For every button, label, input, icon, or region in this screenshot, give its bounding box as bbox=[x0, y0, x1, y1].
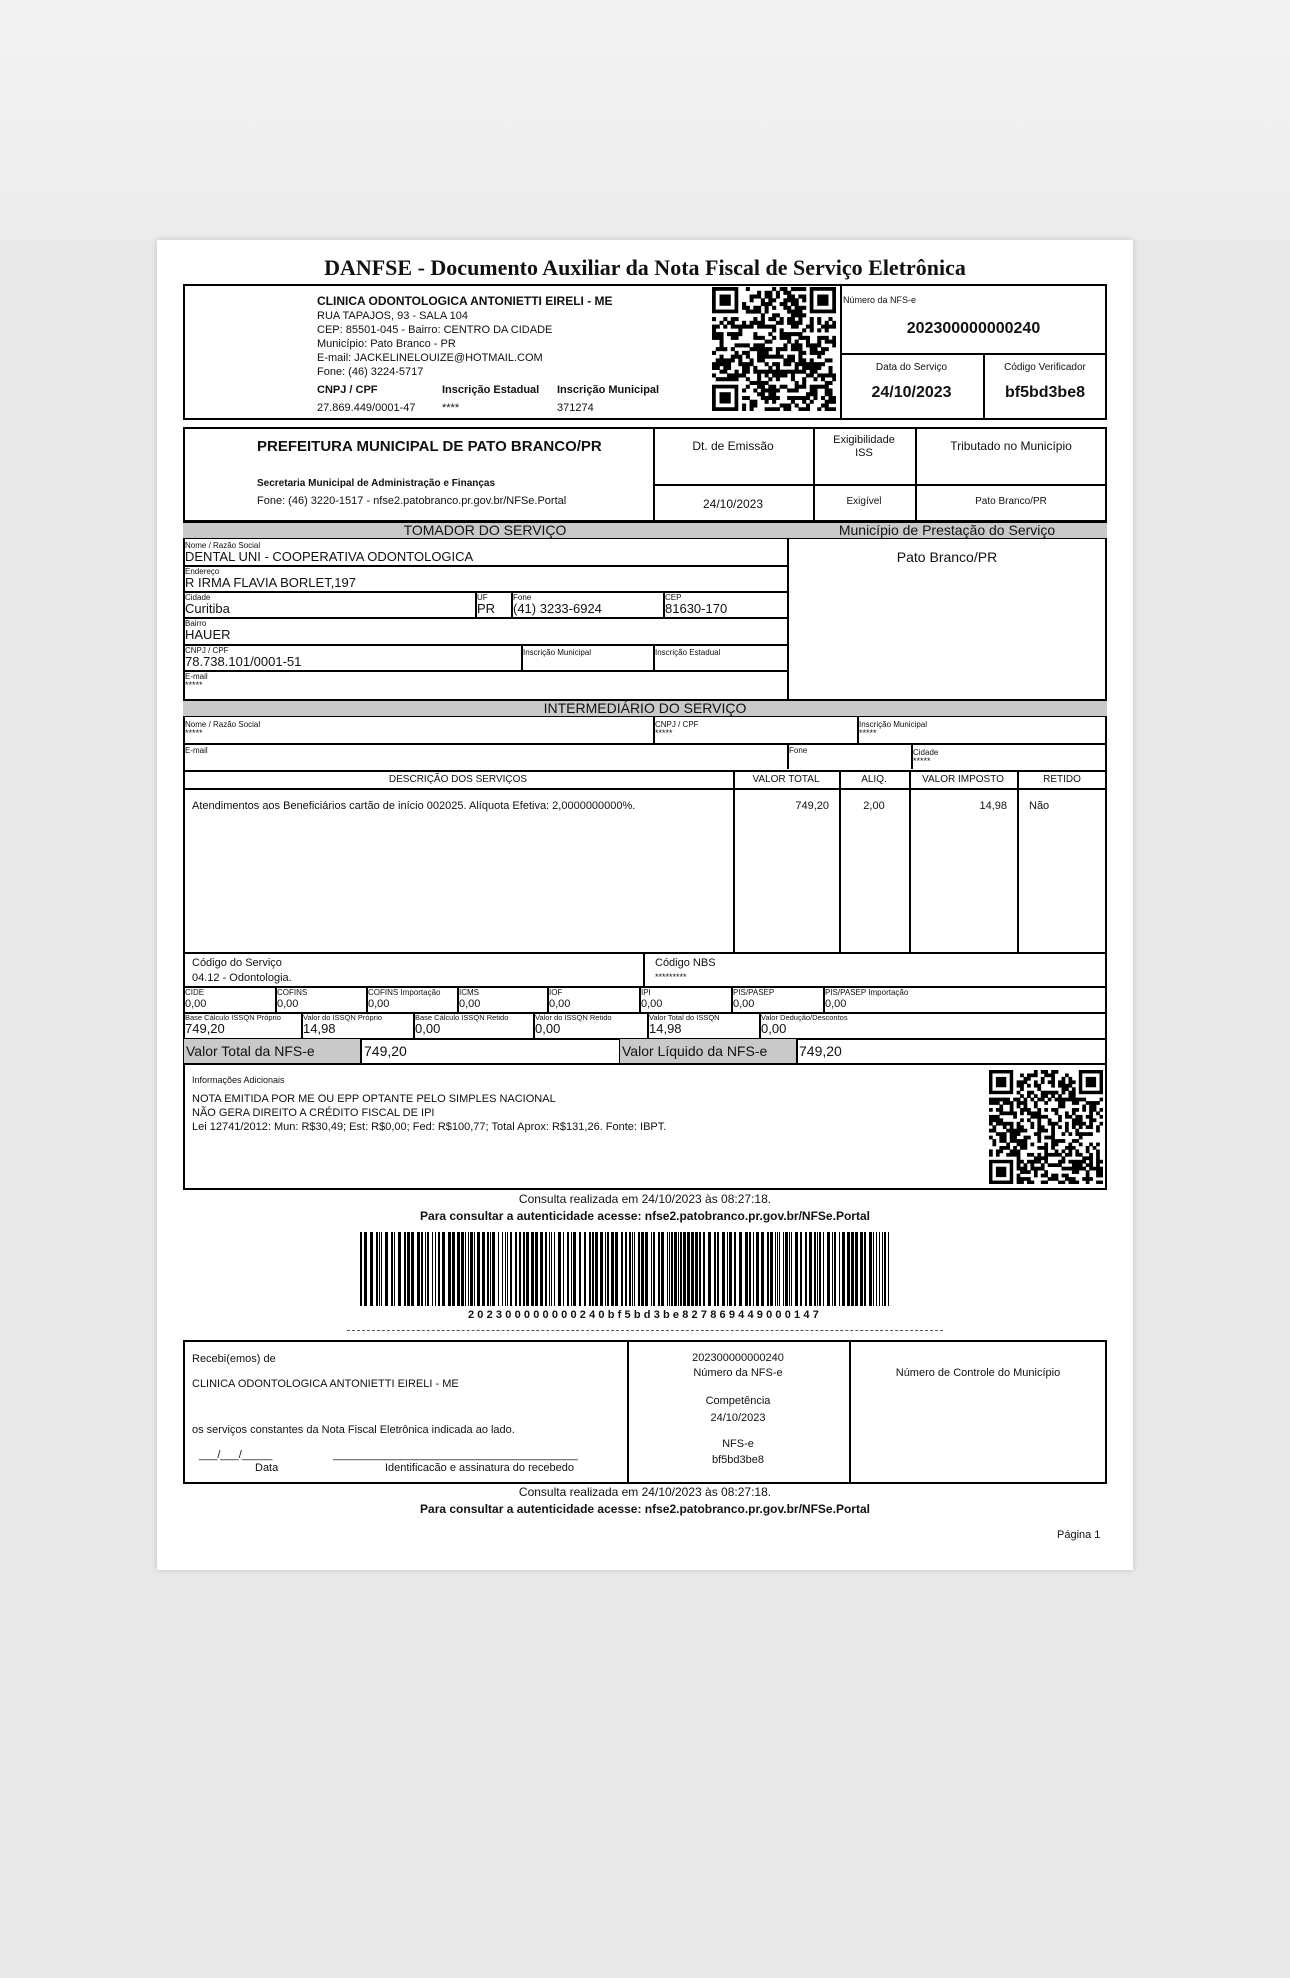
recibo-empresa: CLINICA ODONTOLOGICA ANTONIETTI EIRELI - ME bbox=[192, 1378, 459, 1390]
codigo-verificador: bf5bd3be8 bbox=[1004, 384, 1085, 401]
emitente-cnpj-label: CNPJ / CPF bbox=[317, 384, 378, 396]
intermediario-cnpj: ***** bbox=[655, 728, 673, 738]
tributo-value: 0,00 bbox=[368, 998, 390, 1010]
tributo-label: IPI bbox=[641, 988, 651, 997]
issqn-label: Valor do ISSQN Próprio bbox=[303, 1013, 383, 1022]
servico-valor-imposto: 14,98 bbox=[979, 800, 1007, 812]
prefeitura-nome: PREFEITURA MUNICIPAL DE PATO BRANCO/PR bbox=[257, 438, 602, 455]
recibo-nfse-label: NFS-e bbox=[722, 1438, 754, 1450]
tomador-cep: 81630-170 bbox=[665, 601, 728, 616]
valor-total: 749,20 bbox=[364, 1043, 407, 1059]
codigo-nbs-label: Código NBS bbox=[655, 957, 716, 969]
qr-code-bottom bbox=[989, 1070, 1103, 1184]
tributo-value: 0,00 bbox=[733, 998, 755, 1010]
header-valor-imposto: VALOR IMPOSTO bbox=[922, 774, 1004, 785]
recibo-numero-label: Número da NFS-e bbox=[693, 1367, 783, 1379]
recibo-competencia: 24/10/2023 bbox=[710, 1412, 766, 1424]
tributado-label: Tributado no Município bbox=[950, 439, 1072, 453]
recibo-numero: 202300000000240 bbox=[692, 1352, 784, 1364]
emitente-nome: CLINICA ODONTOLOGICA ANTONIETTI EIRELI - ME bbox=[317, 294, 613, 308]
intermediario-cidade-label: Cidade bbox=[913, 748, 939, 757]
emitente-cep-bairro: CEP: 85501-045 - Bairro: CENTRO DA CIDADE bbox=[317, 324, 553, 336]
tributo-value: 0,00 bbox=[459, 998, 481, 1010]
qr-code-pattern bbox=[989, 1070, 1103, 1184]
dt-emissao-label: Dt. de Emissão bbox=[692, 439, 774, 453]
tomador-email: ***** bbox=[185, 680, 203, 690]
emitente-cnpj: 27.869.449/0001-47 bbox=[317, 402, 416, 414]
recibo-codigo: bf5bd3be8 bbox=[712, 1454, 764, 1466]
recibo-assinatura-line: ________________________________________ bbox=[333, 1449, 578, 1461]
tomador-header: TOMADOR DO SERVIÇO bbox=[403, 522, 567, 538]
info-label: Informações Adicionais bbox=[192, 1075, 285, 1085]
header-descricao: DESCRIÇÃO DOS SERVIÇOS bbox=[388, 774, 528, 785]
prefeitura-contato: Fone: (46) 3220-1517 - nfse2.patobranco.pr.gov.br/NFSe.Portal bbox=[257, 495, 567, 507]
tributado: Pato Branco/PR bbox=[975, 496, 1047, 507]
cut-line bbox=[347, 1330, 943, 1331]
nfse-numero-label: Número da NFS-e bbox=[843, 295, 917, 305]
tomador-im-label: Inscrição Municipal bbox=[523, 648, 592, 657]
data-servico-label: Data do Serviço bbox=[875, 362, 948, 373]
tributo-label: PIS/PASEP bbox=[733, 988, 775, 997]
servico-aliq: 2,00 bbox=[863, 800, 885, 812]
tomador-cidade: Curitiba bbox=[185, 601, 230, 616]
issqn-value: 14,98 bbox=[649, 1021, 682, 1036]
info-linha3: Lei 12741/2012: Mun: R$30,49; Est: R$0,00; Fed: R$100,77; Total Aprox: R$131,26. Fonte: IBPT. bbox=[192, 1121, 667, 1133]
issqn-value: 0,00 bbox=[535, 1021, 561, 1036]
barcode bbox=[360, 1232, 890, 1306]
exigibilidade: Exigível bbox=[846, 496, 882, 507]
issqn-label: Base Cálculo ISSQN Próprio bbox=[185, 1013, 281, 1022]
tomador-fone: (41) 3233-6924 bbox=[513, 601, 602, 616]
municipio-prestacao: Pato Branco/PR bbox=[896, 549, 998, 565]
recibo-assinatura-label: Identificacão e assinatura do recebedo bbox=[385, 1462, 574, 1474]
intermediario-nome: ***** bbox=[185, 728, 203, 738]
tributo-value: 0,00 bbox=[641, 998, 663, 1010]
tomador-uf-label: UF bbox=[477, 593, 488, 602]
tributo-value: 0,00 bbox=[549, 998, 571, 1010]
tomador-bairro: HAUER bbox=[185, 627, 231, 642]
issqn-value: 0,00 bbox=[415, 1021, 441, 1036]
emitente-fone: Fone: (46) 3224-5717 bbox=[317, 366, 424, 378]
intermediario-email-label: E-mail bbox=[185, 746, 208, 755]
intermediario-im-label: Inscrição Municipal bbox=[859, 720, 928, 729]
intermediario-cnpj-label: CNPJ / CPF bbox=[655, 720, 699, 729]
emitente-ie-label: Inscrição Estadual bbox=[442, 384, 540, 396]
consulta-acesse-2: Para consultar a autenticidade acesse: nfse2.patobranco.pr.gov.br/NFSe.Portal bbox=[420, 1502, 870, 1516]
municipio-prestacao-header: Município de Prestação do Serviço bbox=[838, 522, 1056, 538]
emitente-im: 371274 bbox=[557, 402, 594, 414]
qr-code-top bbox=[712, 287, 836, 411]
info-linha1: NOTA EMITIDA POR ME OU EPP OPTANTE PELO SIMPLES NACIONAL bbox=[192, 1093, 556, 1105]
emitente-ie: **** bbox=[442, 402, 460, 414]
valor-liquido-label: Valor Líquido da NFS-e bbox=[622, 1043, 768, 1059]
tributo-label: ICMS bbox=[459, 988, 479, 997]
tomador-nome-label: Nome / Razão Social bbox=[185, 541, 261, 550]
tomador-email-label: E-mail bbox=[185, 672, 208, 681]
emitente-email: E-mail: JACKELINELOUIZE@HOTMAIL.COM bbox=[317, 352, 543, 364]
document-title: DANFSE - Documento Auxiliar da Nota Fiscal de Serviço Eletrônica bbox=[324, 255, 966, 280]
header-valor-total: VALOR TOTAL bbox=[752, 774, 820, 785]
recibo-servicos: os serviços constantes da Nota Fiscal Eletrônica indicada ao lado. bbox=[192, 1424, 515, 1436]
tributo-label: COFINS Importação bbox=[368, 988, 441, 997]
barcode-bars bbox=[360, 1232, 890, 1306]
tomador-cnpj: 78.738.101/0001-51 bbox=[185, 654, 302, 669]
dt-emissao: 24/10/2023 bbox=[702, 497, 764, 511]
header-aliq: ALIQ. bbox=[861, 774, 887, 785]
tomador-ie-label: Inscrição Estadual bbox=[655, 648, 721, 657]
recibo-data-blank: ___/___/_____ bbox=[199, 1449, 273, 1461]
codigo-nbs: ********* bbox=[655, 972, 687, 982]
tributo-label: PIS/PASEP Importação bbox=[825, 988, 909, 997]
issqn-label: Valor Total do ISSQN bbox=[649, 1013, 720, 1022]
tomador-uf: PR bbox=[477, 601, 496, 616]
issqn-value: 749,20 bbox=[185, 1021, 225, 1036]
document-page bbox=[157, 240, 1133, 1570]
tomador-endereco-label: Endereço bbox=[185, 567, 220, 576]
issqn-value: 14,98 bbox=[303, 1021, 336, 1036]
recibo-competencia-label: Competência bbox=[705, 1395, 771, 1407]
servico-valor-total: 749,20 bbox=[795, 800, 829, 812]
tomador-bairro-label: Bairro bbox=[185, 619, 207, 628]
tributo-label: CIDE bbox=[185, 988, 205, 997]
tomador-endereco: R IRMA FLAVIA BORLET,197 bbox=[185, 575, 356, 590]
codigo-servico-label: Código do Serviço bbox=[192, 957, 282, 969]
prefeitura-secretaria: Secretaria Municipal de Administração e Finanças bbox=[257, 478, 496, 489]
exigibilidade-label: Exigibilidade ISS bbox=[833, 434, 895, 459]
background-top bbox=[0, 0, 1290, 240]
consulta-realizada-2: Consulta realizada em 24/10/2023 às 08:27:18. bbox=[518, 1485, 772, 1499]
issqn-value: 0,00 bbox=[761, 1021, 787, 1036]
nfse-numero: 202300000000240 bbox=[906, 320, 1041, 337]
consulta-acesse: Para consultar a autenticidade acesse: nfse2.patobranco.pr.gov.br/NFSe.Portal bbox=[420, 1209, 870, 1223]
intermediario-fone-label: Fone bbox=[789, 746, 808, 755]
intermediario-cidade: ***** bbox=[913, 756, 931, 766]
header-retido: RETIDO bbox=[1043, 774, 1081, 785]
issqn-label: Base Cálculo ISSQN Retido bbox=[415, 1013, 509, 1022]
tomador-cidade-label: Cidade bbox=[185, 593, 211, 602]
intermediario-nome-label: Nome / Razão Social bbox=[185, 720, 261, 729]
emitente-im-label: Inscrição Municipal bbox=[557, 384, 660, 396]
pagina: Página 1 bbox=[1057, 1529, 1101, 1541]
tributo-value: 0,00 bbox=[185, 998, 207, 1010]
recibo-recebemos: Recebi(emos) de bbox=[192, 1353, 276, 1365]
valor-liquido: 749,20 bbox=[799, 1043, 842, 1059]
emitente-municipio: Município: Pato Branco - PR bbox=[317, 338, 456, 350]
tomador-nome: DENTAL UNI - COOPERATIVA ODONTOLOGICA bbox=[185, 549, 474, 564]
recibo-data-label: Data bbox=[255, 1462, 279, 1474]
emitente-endereco: RUA TAPAJOS, 93 - SALA 104 bbox=[317, 310, 469, 322]
tomador-cep-label: CEP bbox=[665, 593, 682, 602]
intermediario-header: INTERMEDIÁRIO DO SERVIÇO bbox=[183, 700, 1107, 717]
tributo-label: COFINS bbox=[277, 988, 308, 997]
tomador-cnpj-label: CNPJ / CPF bbox=[185, 646, 229, 655]
consulta-realizada: Consulta realizada em 24/10/2023 às 08:27:18. bbox=[518, 1192, 772, 1206]
qr-code-pattern bbox=[712, 287, 836, 411]
servico-retido: Não bbox=[1029, 800, 1050, 812]
tributo-value: 0,00 bbox=[825, 998, 847, 1010]
recibo-controle-label: Número de Controle do Município bbox=[895, 1367, 1061, 1379]
tributo-label: IOF bbox=[549, 988, 563, 997]
intermediario-im: ***** bbox=[859, 728, 877, 738]
tributo-value: 0,00 bbox=[277, 998, 299, 1010]
valor-total-label: Valor Total da NFS-e bbox=[186, 1043, 315, 1059]
codigo-verificador-label: Código Verificador bbox=[1004, 362, 1086, 373]
issqn-label: Valor Dedução/Descontos bbox=[761, 1013, 848, 1022]
tomador-fone-label: Fone bbox=[513, 593, 532, 602]
servico-descricao: Atendimentos aos Beneficiários cartão de início 002025. Alíquota Efetiva: 2,0000000000%. bbox=[192, 800, 636, 812]
codigo-servico: 04.12 - Odontologia. bbox=[192, 972, 292, 984]
barcode-text: 202300000000240bf5bd3be827869449000147 bbox=[467, 1309, 823, 1321]
info-linha2: NÃO GERA DIREITO A CRÉDITO FISCAL DE IPI bbox=[192, 1107, 435, 1119]
data-servico: 24/10/2023 bbox=[871, 384, 952, 401]
issqn-label: Valor do ISSQN Retido bbox=[535, 1013, 612, 1022]
